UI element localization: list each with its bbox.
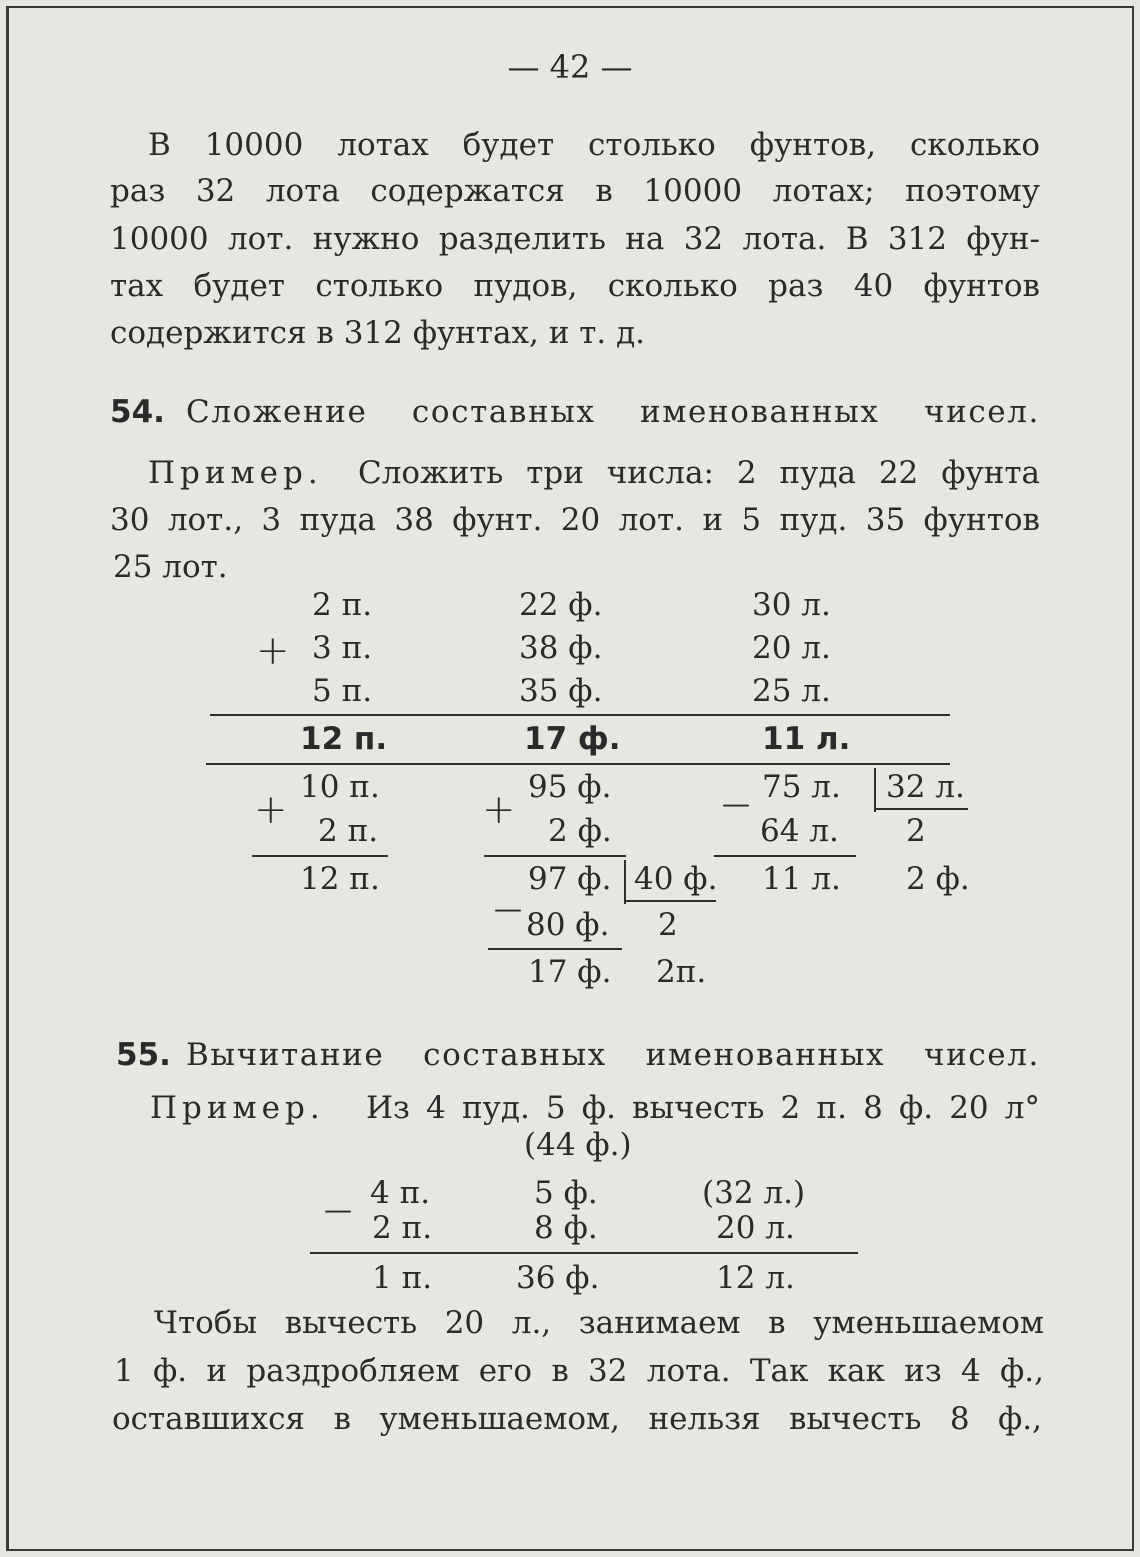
minus-sign: — [324,1193,352,1226]
work-cell: 97 ф. [528,861,612,897]
total-rule [206,763,950,765]
work-cell: 2п. [656,954,707,990]
add-cell: 35 ф. [519,673,603,709]
work-cell: 10 п. [300,769,380,805]
intro-line: тах будет столько пудов, сколько раз 40 фунтов [110,268,1040,304]
work-rule [252,855,388,857]
division-rule [626,900,716,902]
intro-line: В 10000 лотах будет столько фунтов, сколько [148,127,1040,163]
add-cell: 2 п. [312,587,373,623]
intro-line: 10000 лот. нужно разделить на 32 лота. В 312 фун- [110,221,1040,257]
sub-cell: (32 л.) [702,1175,806,1211]
add-cell: 30 л. [752,587,831,623]
add-total-cell: 17 ф. [524,721,621,757]
work-cell: 2 ф. [906,861,970,897]
section-title: Сложение составных именованных чисел. [186,394,1040,430]
explanation-line: 1 ф. и раздробляем его в 32 лота. Так как из 4 ф., [114,1353,1044,1389]
work-rule [484,855,626,857]
add-total-cell: 11 л. [762,721,851,757]
add-cell: 3 п. [312,630,373,666]
borrow-note: (44 ф.) [524,1127,632,1163]
sub-cell: 4 п. [370,1175,431,1211]
division-bar [874,768,876,812]
explanation-line: Чтобы вычесть 20 л., занимаем в уменьшаемом [154,1305,1044,1341]
work-cell: 2 ф. [548,813,612,849]
plus-sign: + [482,787,516,833]
sub-result-cell: 12 л. [716,1260,795,1296]
sub-cell: 8 ф. [534,1210,598,1246]
work-cell: 2 [658,907,678,943]
example-label: Пример. [150,1090,325,1126]
example-line: Сложить три числа: 2 пуда 22 фунта [358,455,1040,491]
work-cell: 32 л. [886,769,965,805]
add-cell: 25 л. [752,673,831,709]
example-line: 30 лот., 3 пуда 38 фунт. 20 лот. и 5 пуд. 35 фунтов [110,502,1040,538]
minus-sign: — [494,892,522,925]
work-cell: 64 л. [760,813,839,849]
example-label: Пример. [148,455,323,491]
work-cell: 2 п. [318,813,379,849]
work-cell: 80 ф. [526,907,610,943]
intro-line: раз 32 лота содержатся в 10000 лотах; поэтому [110,173,1040,209]
sub-cell: 20 л. [716,1210,795,1246]
add-cell: 5 п. [312,673,373,709]
section-number: 55. [116,1037,171,1073]
sub-result-cell: 36 ф. [516,1260,600,1296]
work-cell: 40 ф. [634,861,718,897]
division-rule [876,808,968,810]
work-rule [488,948,622,950]
sub-result-cell: 1 п. [372,1260,433,1296]
add-cell: 22 ф. [519,587,603,623]
section-title: Вычитание составных именованных чисел. [186,1037,1040,1073]
section-number: 54. [110,394,165,430]
example-text: Из 4 пуд. 5 ф. вычесть 2 п. 8 ф. 20 л° [366,1090,1040,1126]
add-total-cell: 12 п. [300,721,388,757]
difference-rule [310,1252,858,1254]
plus-sign: + [254,787,288,833]
division-bar [624,860,626,904]
add-cell: 38 ф. [519,630,603,666]
work-cell: 12 п. [300,861,380,897]
work-cell: 2 [906,813,926,849]
work-cell: 17 ф. [528,954,612,990]
intro-line: содержится в 312 фунтах, и т. д. [110,315,646,351]
sub-cell: 5 ф. [534,1175,598,1211]
work-cell: 75 л. [762,769,841,805]
work-cell: 11 л. [762,861,841,897]
plus-sign: + [256,628,290,674]
explanation-line: оставшихся в уменьшаемом, нельзя вычесть 8 ф., [112,1401,1042,1437]
work-cell: 95 ф. [528,769,612,805]
add-cell: 20 л. [752,630,831,666]
example-line: 25 лот. [113,549,228,585]
sum-rule [210,714,950,716]
work-rule [714,855,856,857]
page-number: — 42 — [507,48,633,86]
sub-cell: 2 п. [372,1210,433,1246]
minus-sign: — [722,787,750,820]
